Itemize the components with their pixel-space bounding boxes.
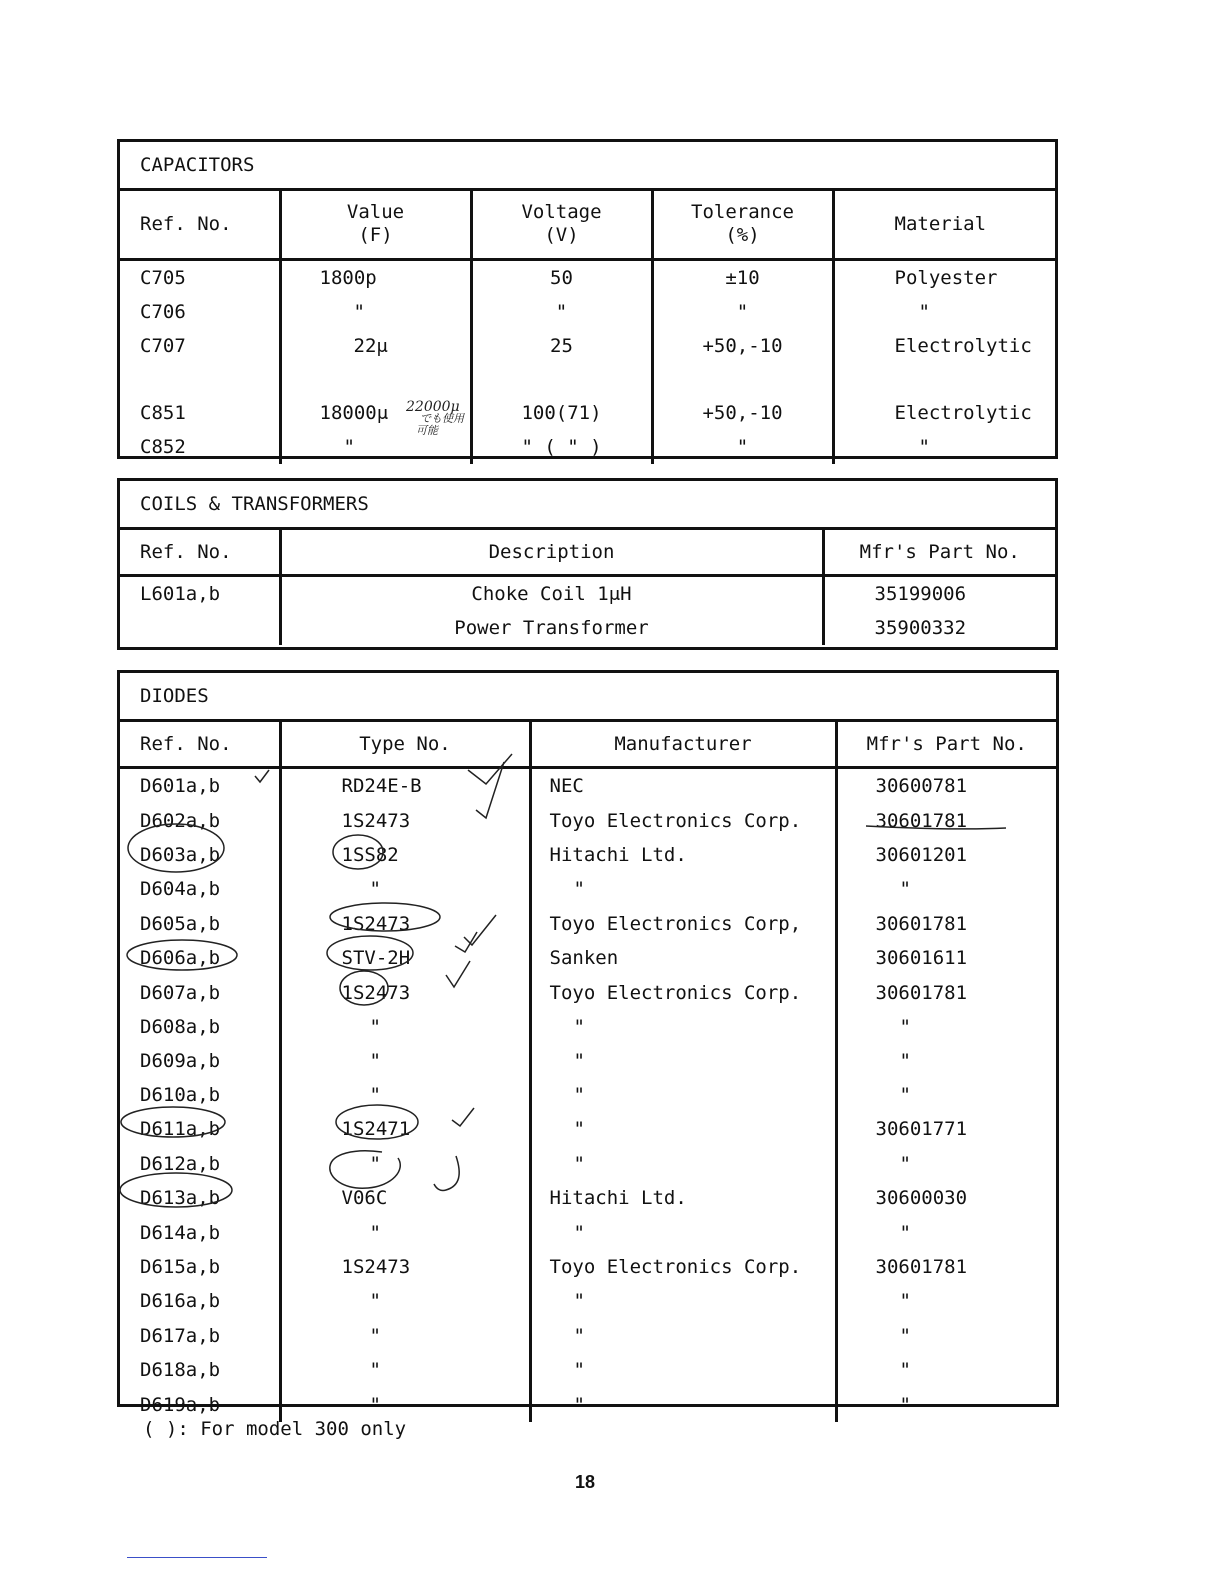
capacitors-header-value — [280, 191, 471, 259]
table-row — [120, 1181, 1056, 1216]
cell-part: " — [836, 1353, 1056, 1388]
cell-material: Electrolytic — [833, 329, 1055, 363]
cell-type: STV-2H — [280, 941, 530, 976]
cell-type: " — [280, 1078, 530, 1112]
cell-ref: D604a,b — [140, 878, 221, 900]
cell-manufacturer: " — [530, 1353, 836, 1388]
cell-ref: C852 — [140, 435, 186, 458]
cell-part: " — [836, 1284, 1056, 1319]
cell-ref: C706 — [140, 300, 186, 323]
cell-ref: D614a,b — [140, 1221, 221, 1244]
cell-manufacturer: " — [530, 872, 836, 907]
capacitors-header-voltage-l1: Voltage — [521, 201, 602, 224]
coils-header-part: Mfr's Part No. — [823, 530, 1055, 575]
table-row — [120, 295, 1055, 329]
cell-manufacturer: " — [530, 1044, 836, 1078]
capacitors-header-tolerance-l2: (%) — [725, 224, 760, 247]
diodes-header-type: Type No. — [280, 722, 530, 767]
coils-section — [117, 478, 1058, 650]
cell-ref: D607a,b — [140, 981, 221, 1004]
capacitors-header-row — [120, 191, 1055, 259]
table-row — [120, 1147, 1056, 1181]
cell-part: 30601781 — [836, 907, 1056, 941]
cell-part: 35900332 — [823, 611, 1055, 645]
diodes-section — [117, 670, 1059, 1416]
table-row — [120, 907, 1056, 941]
cell-voltage: " — [471, 295, 652, 329]
cell-tolerance: " — [652, 430, 833, 464]
cell-part: " — [836, 1216, 1056, 1250]
diodes-header-ref: Ref. No. — [120, 722, 280, 767]
table-row — [120, 1353, 1056, 1388]
cell-ref: L601a,b — [140, 582, 221, 605]
capacitors-title: CAPACITORS — [120, 142, 1055, 191]
table-row — [120, 1319, 1056, 1353]
cell-part: " — [836, 872, 1056, 907]
table-row — [120, 1112, 1056, 1147]
cell-ref: D616a,b — [140, 1290, 221, 1312]
cell-type: " — [280, 1216, 530, 1250]
table-row — [120, 838, 1056, 872]
cell-type: 1S2473 — [280, 1250, 530, 1284]
cell-manufacturer: NEC — [530, 767, 836, 804]
cell-ref: D613a,b — [140, 1187, 221, 1209]
cell-part: 30601781 — [836, 1250, 1056, 1284]
cell-manufacturer: Toyo Electronics Corp. — [530, 1250, 836, 1284]
coils-table — [120, 530, 1055, 645]
cell-ref — [120, 611, 280, 645]
cell-type: 1SS82 — [280, 838, 530, 872]
capacitors-header-material: Material — [833, 191, 1055, 259]
cell-part: 30600781 — [836, 767, 1056, 804]
footnote: ( ): For model 300 only — [143, 1418, 407, 1440]
cell-material: Electrolytic — [833, 396, 1055, 430]
cell-type: 1S2473 — [280, 907, 530, 941]
cell-ref: D618a,b — [140, 1359, 221, 1381]
cell-value: 1800p — [280, 259, 471, 295]
cell-manufacturer: Hitachi Ltd. — [530, 838, 836, 872]
table-row — [120, 1078, 1056, 1112]
cell-type: " — [280, 1010, 530, 1044]
table-row — [120, 329, 1055, 363]
table-row — [120, 396, 1055, 430]
table-row — [120, 872, 1056, 907]
cell-part: 30601771 — [836, 1112, 1056, 1147]
table-row — [120, 611, 1055, 645]
cell-ref: D610a,b — [140, 1083, 221, 1106]
cell-value: " — [280, 430, 471, 464]
cell-description: Power Transformer — [280, 611, 823, 645]
cell-type: 1S2473 — [280, 976, 530, 1010]
table-row — [120, 1010, 1056, 1044]
capacitors-header-voltage — [471, 191, 652, 259]
table-row — [120, 575, 1055, 611]
cell-manufacturer: " — [530, 1147, 836, 1181]
capacitors-section — [117, 139, 1058, 459]
coils-header-row — [120, 530, 1055, 575]
cell-tolerance: +50,-10 — [652, 396, 833, 430]
diodes-header-manufacturer: Manufacturer — [530, 722, 836, 767]
cell-part: 35199006 — [823, 575, 1055, 611]
cell-part: 30600030 — [836, 1181, 1056, 1216]
cell-value: 18000μ — [280, 396, 471, 430]
cell-voltage: 50 — [471, 259, 652, 295]
diodes-table — [120, 722, 1056, 1422]
cell-manufacturer: " — [530, 1216, 836, 1250]
cell-part: " — [836, 1010, 1056, 1044]
cell-type: " — [280, 1044, 530, 1078]
cell-material: " — [833, 295, 1055, 329]
cell-ref: D606a,b — [140, 947, 221, 969]
cell-part: 30601611 — [836, 941, 1056, 976]
capacitors-table — [120, 191, 1055, 464]
table-row — [120, 259, 1055, 295]
cell-ref: D601a,b — [140, 775, 221, 797]
capacitors-header-tolerance — [652, 191, 833, 259]
cell-part: " — [836, 1078, 1056, 1112]
cell-value: 22μ — [280, 329, 471, 363]
cell-type: " — [280, 872, 530, 907]
capacitors-header-value-l1: Value — [346, 201, 405, 224]
cell-ref: D612a,b — [140, 1152, 221, 1175]
cell-manufacturer: " — [530, 1112, 836, 1147]
table-row — [120, 430, 1055, 464]
cell-part: 30601201 — [836, 838, 1056, 872]
page-number: 18 — [575, 1472, 596, 1492]
cell-description: Choke Coil 1μH — [280, 575, 823, 611]
cell-part: " — [836, 1319, 1056, 1353]
cell-ref: D605a,b — [140, 912, 221, 935]
table-row — [120, 767, 1056, 804]
cell-tolerance: ±10 — [652, 259, 833, 295]
cell-type: " — [280, 1388, 530, 1422]
scan-artifact-line — [127, 1557, 267, 1558]
cell-manufacturer: Sanken — [530, 941, 836, 976]
cell-ref: C707 — [140, 334, 186, 357]
cell-manufacturer: " — [530, 1078, 836, 1112]
capacitors-header-value-l2: (F) — [358, 224, 393, 247]
coils-header-description: Description — [280, 530, 823, 575]
table-row — [120, 1044, 1056, 1078]
cell-value: " — [280, 295, 471, 329]
table-row — [120, 1250, 1056, 1284]
table-spacer-row — [120, 363, 1055, 396]
cell-ref: D609a,b — [140, 1049, 221, 1072]
cell-ref: D619a,b — [140, 1393, 221, 1416]
diodes-title: DIODES — [120, 673, 1056, 722]
cell-manufacturer: " — [530, 1284, 836, 1319]
coils-header-ref: Ref. No. — [120, 530, 280, 575]
cell-part: " — [836, 1388, 1056, 1422]
cell-type: " — [280, 1147, 530, 1181]
handwritten-note-l2: でも使用 — [420, 412, 464, 425]
table-row — [120, 1388, 1056, 1422]
cell-manufacturer: Toyo Electronics Corp. — [530, 804, 836, 838]
diodes-header-part: Mfr's Part No. — [836, 722, 1056, 767]
cell-type: V06C — [280, 1181, 530, 1216]
cell-type: RD24E-B — [280, 767, 530, 804]
capacitors-header-ref: Ref. No. — [120, 191, 280, 259]
cell-tolerance: " — [652, 295, 833, 329]
capacitors-header-tolerance-l1: Tolerance — [691, 201, 794, 224]
cell-manufacturer: Toyo Electronics Corp, — [530, 907, 836, 941]
cell-ref: D611a,b — [140, 1118, 221, 1140]
table-row — [120, 1284, 1056, 1319]
cell-manufacturer: " — [530, 1388, 836, 1422]
cell-manufacturer: " — [530, 1319, 836, 1353]
cell-ref: D602a,b — [140, 809, 221, 832]
handwritten-note-l1: 22000μ — [406, 399, 460, 415]
table-row — [120, 976, 1056, 1010]
cell-type: " — [280, 1319, 530, 1353]
cell-part: 30601781 — [836, 804, 1056, 838]
cell-voltage: 100(71) — [471, 396, 652, 430]
cell-material: " — [833, 430, 1055, 464]
table-row — [120, 1216, 1056, 1250]
diodes-header-row — [120, 722, 1056, 767]
cell-voltage: " ( " ) — [471, 430, 652, 464]
cell-voltage: 25 — [471, 329, 652, 363]
cell-type: 1S2471 — [280, 1112, 530, 1147]
cell-ref: C851 — [140, 401, 186, 424]
cell-tolerance: +50,-10 — [652, 329, 833, 363]
handwritten-note-l3: 可能 — [416, 424, 438, 437]
cell-ref: D608a,b — [140, 1015, 221, 1038]
table-row — [120, 804, 1056, 838]
cell-material: Polyester — [833, 259, 1055, 295]
cell-type: " — [280, 1353, 530, 1388]
cell-part: 30601781 — [836, 976, 1056, 1010]
table-row — [120, 941, 1056, 976]
cell-type: 1S2473 — [280, 804, 530, 838]
cell-manufacturer: Toyo Electronics Corp. — [530, 976, 836, 1010]
cell-ref: D603a,b — [140, 843, 221, 866]
capacitors-header-voltage-l2: (V) — [544, 224, 579, 247]
cell-manufacturer: " — [530, 1010, 836, 1044]
cell-part: " — [836, 1147, 1056, 1181]
cell-ref: C705 — [140, 266, 186, 289]
cell-part: " — [836, 1044, 1056, 1078]
coils-title: COILS & TRANSFORMERS — [120, 481, 1055, 530]
cell-ref: D615a,b — [140, 1255, 221, 1278]
cell-ref: D617a,b — [140, 1324, 221, 1347]
cell-type: " — [280, 1284, 530, 1319]
cell-manufacturer: Hitachi Ltd. — [530, 1181, 836, 1216]
